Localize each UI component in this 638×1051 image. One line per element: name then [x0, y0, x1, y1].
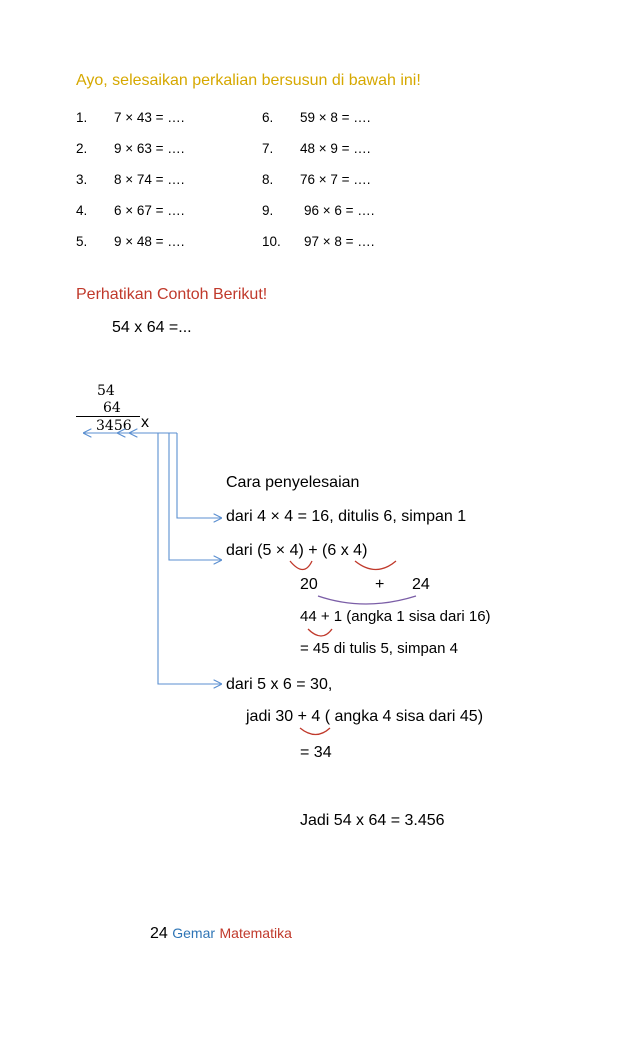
arc-6x4	[355, 561, 396, 570]
exercise-number: 10.	[262, 234, 281, 249]
arc-5x4	[290, 561, 312, 570]
stack-operator: x	[141, 414, 149, 431]
stack-result: 3456	[96, 418, 132, 434]
exercise-expression: 8 × 74 = ….	[114, 172, 185, 187]
step-3a: jadi 30 + 4 ( angka 4 sisa dari 45)	[246, 708, 484, 725]
exercise-expression: 96 × 6 = ….	[304, 203, 375, 218]
exercise-expression: 6 × 67 = ….	[114, 203, 185, 218]
exercise-number: 7.	[262, 141, 274, 156]
stack-top-number: 54	[97, 383, 115, 399]
footer-matematika: Matematika	[219, 925, 292, 941]
conclusion: Jadi 54 x 64 = 3.456	[300, 812, 445, 829]
step-2a-left: 20	[300, 576, 318, 593]
exercise-expression: 59 × 8 = ….	[300, 110, 371, 125]
example-heading: Perhatikan Contoh Berikut!	[76, 286, 268, 303]
exercise-expression: 97 × 8 = ….	[304, 234, 375, 249]
exercise-number: 4.	[76, 203, 88, 218]
arc-44-plus-1	[308, 629, 332, 636]
page-number: 24	[150, 925, 168, 942]
arc-sum	[318, 596, 416, 604]
step-3: dari 5 x 6 = 30,	[226, 676, 333, 693]
step-2a-right: 24	[412, 576, 430, 593]
exercise-number: 6.	[262, 110, 274, 125]
footer-gemar: Gemar	[172, 925, 216, 941]
exercise-number: 1.	[76, 110, 88, 125]
steps-title: Cara penyelesaian	[226, 474, 360, 491]
exercise-expression: 9 × 63 = ….	[114, 141, 185, 156]
exercise-number: 9.	[262, 203, 274, 218]
exercise-expression: 9 × 48 = ….	[114, 234, 185, 249]
arrow-step-1	[177, 433, 221, 518]
exercise-number: 5.	[76, 234, 88, 249]
step-2: dari (5 × 4) + (6 x 4)	[226, 542, 368, 559]
exercise-expression: 48 × 9 = ….	[300, 141, 371, 156]
exercise-number: 3.	[76, 172, 88, 187]
arc-30-plus-4	[300, 728, 330, 735]
stack-second-number: 64	[103, 400, 121, 416]
step-2b: 44 + 1 (angka 1 sisa dari 16)	[300, 608, 491, 625]
step-3b: = 34	[300, 744, 332, 761]
exercise-expression: 76 × 7 = ….	[300, 172, 371, 187]
exercise-expression: 7 × 43 = ….	[114, 110, 185, 125]
page-footer	[150, 925, 292, 943]
step-2a-plus: +	[375, 576, 385, 593]
exercise-heading: Ayo, selesaikan perkalian bersusun di bawah ini!	[76, 72, 421, 89]
step-1: dari 4 × 4 = 16, ditulis 6, simpan 1	[226, 508, 467, 525]
step-2c: = 45 di tulis 5, simpan 4	[300, 640, 459, 657]
exercise-number: 2.	[76, 141, 88, 156]
example-problem: 54 x 64 =...	[112, 319, 192, 336]
exercise-number: 8.	[262, 172, 274, 187]
arrow-step-3	[158, 433, 221, 684]
